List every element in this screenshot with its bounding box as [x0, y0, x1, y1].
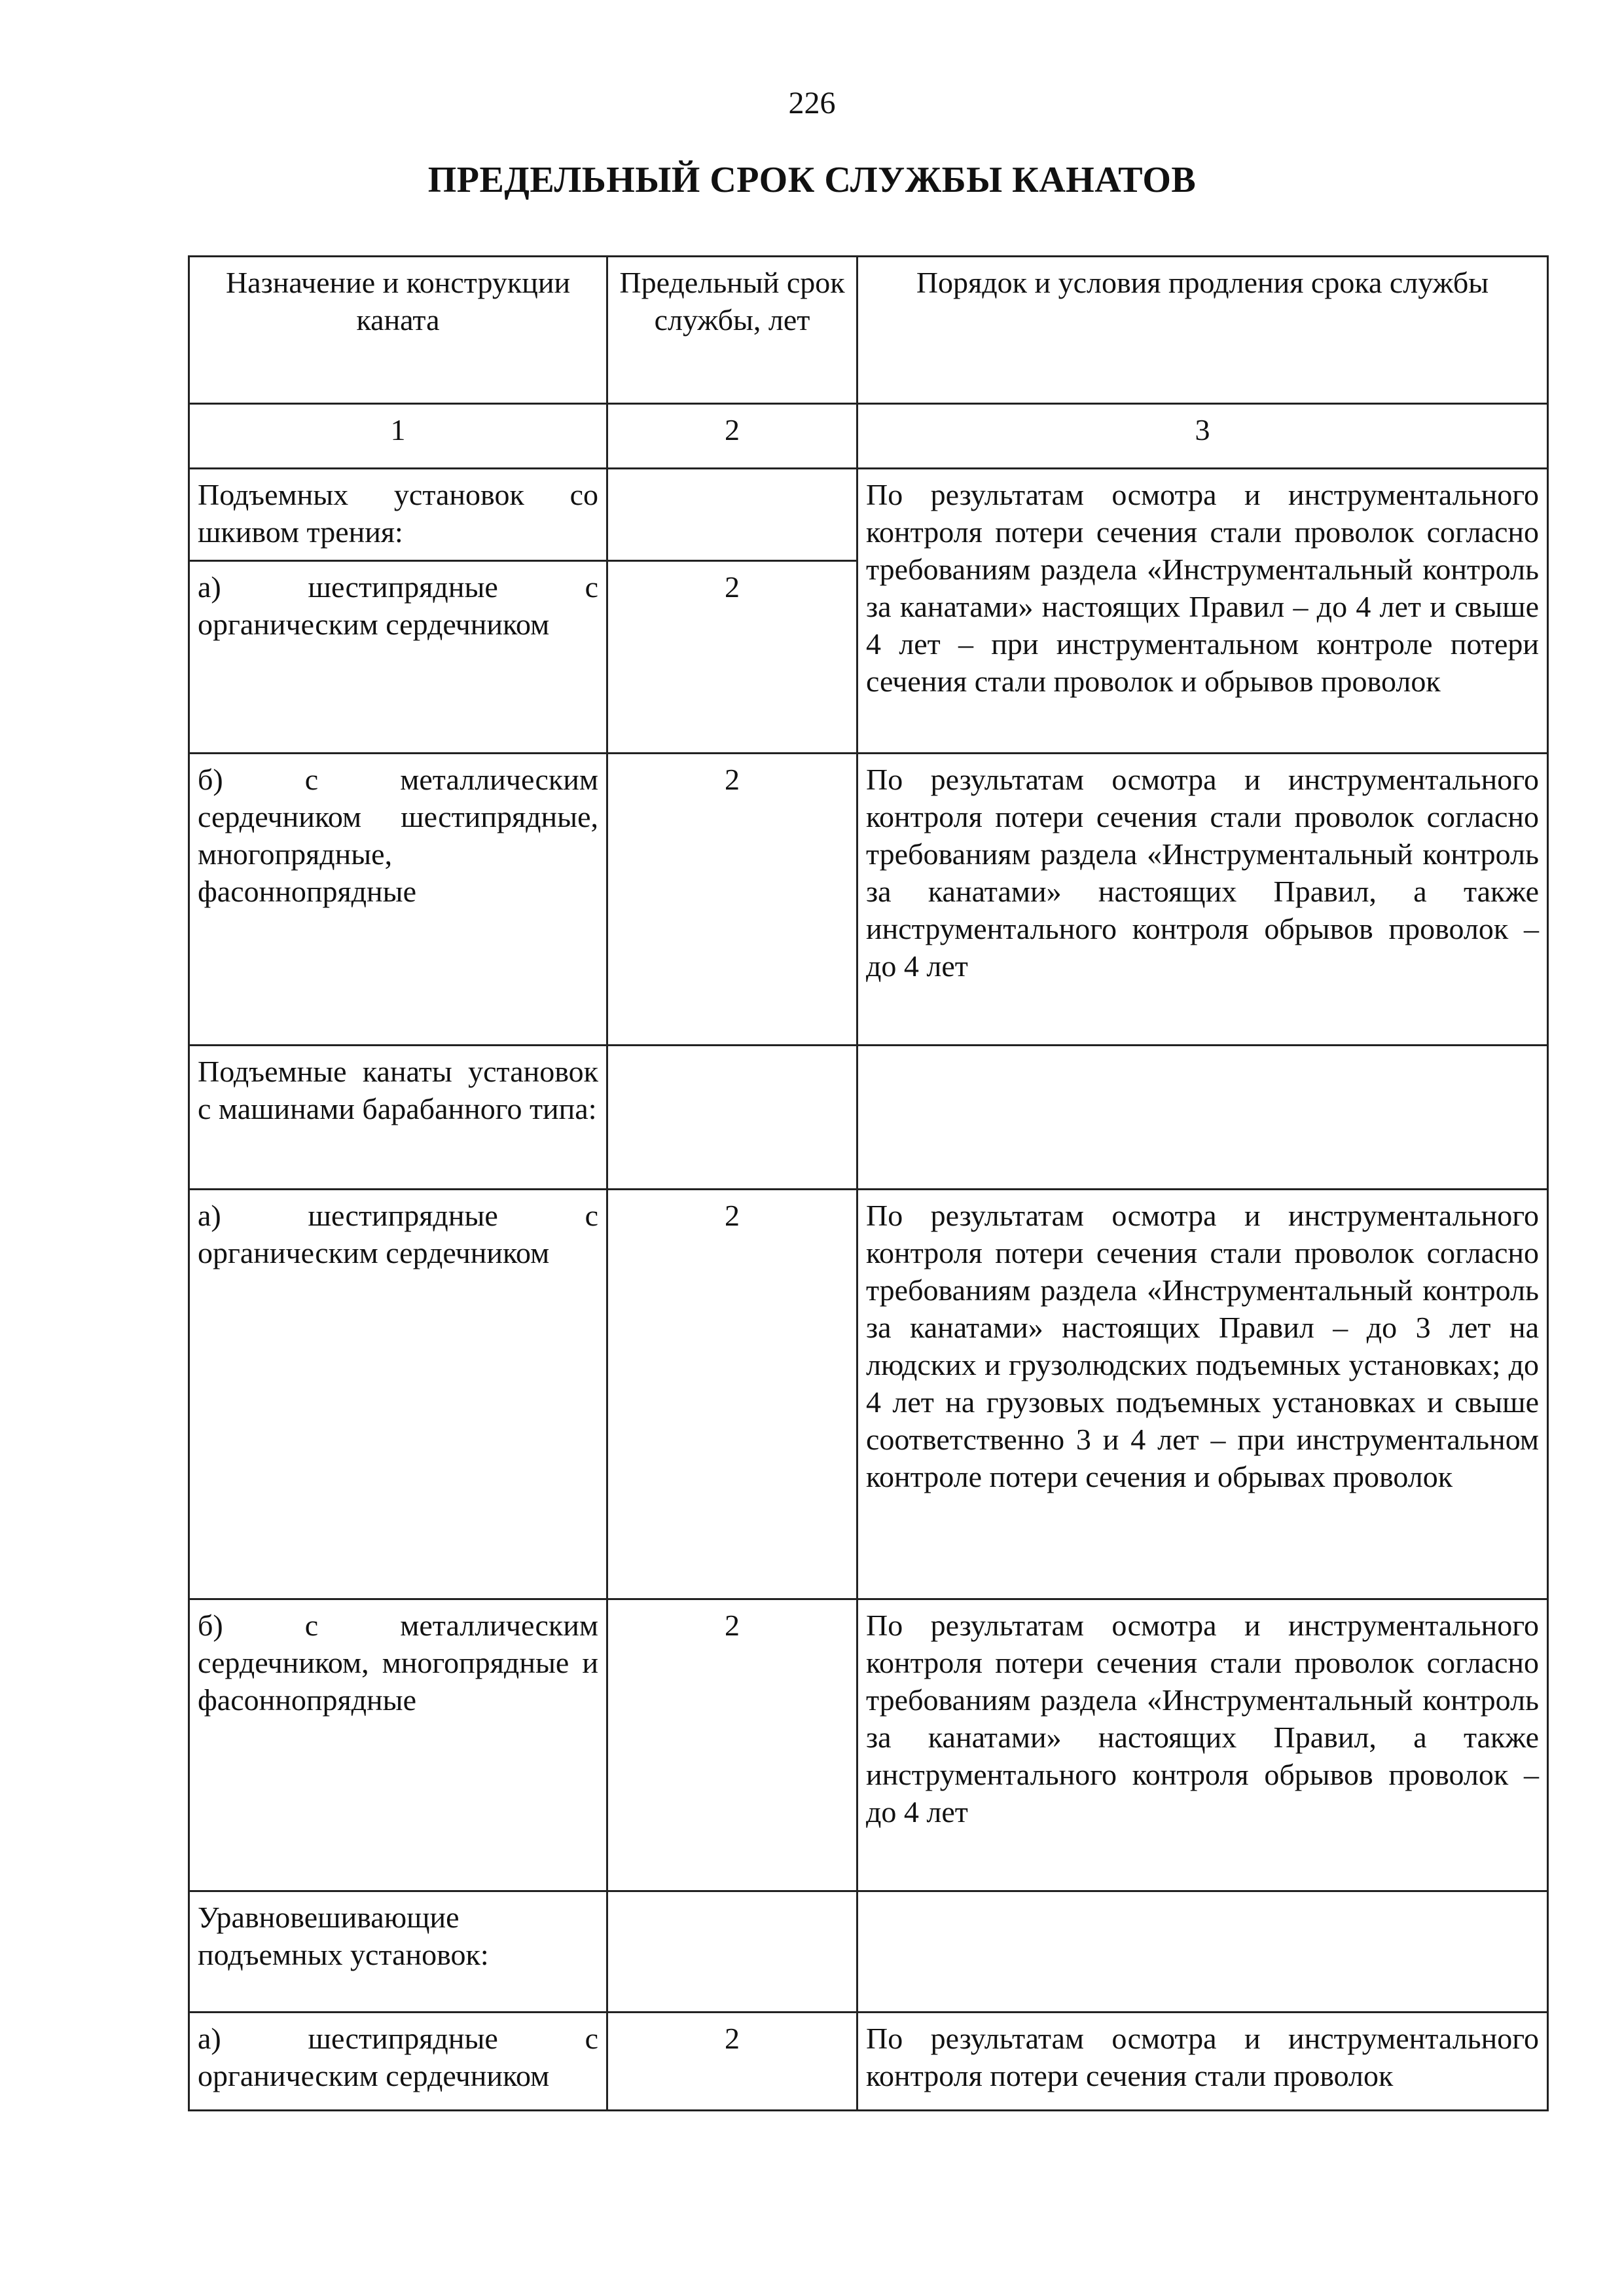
table-header-row — [189, 257, 1548, 404]
header-purpose: Назначение и конструкции каната — [189, 257, 607, 404]
page-title: ПРЕДЕЛЬНЫЙ СРОК СЛУЖБЫ КАНАТОВ — [427, 160, 1197, 200]
service-life-cell — [607, 469, 857, 561]
rope-purpose-cell: б) с металлическим сердечником, многопрядные и фасоннопрядные — [189, 1599, 607, 1891]
service-life-cell: 2 — [607, 1599, 857, 1891]
extension-conditions-cell — [857, 1891, 1548, 2013]
extension-conditions-cell — [857, 1046, 1548, 1190]
rope-purpose-cell: Подъемные канаты установок с машинами барабанного типа: — [189, 1046, 607, 1190]
page-number: 226 — [788, 86, 836, 120]
extension-conditions-cell: По результатам осмотра и инструментального контроля потери сечения стали проволок согласно требованиям раздела «Инструментальный контроль за канатами» настоящих Правил – до 4 лет и свыше 4 лет – при инструментальном контроле потери сечения стали проволок и обрывов проволок — [857, 469, 1548, 754]
rope-purpose-cell: а) шестипрядные с органическим сердечником — [189, 2013, 607, 2111]
service-life-cell: 2 — [607, 1190, 857, 1599]
column-number: 3 — [857, 404, 1548, 469]
extension-conditions-cell: По результатам осмотра и инструментального контроля потери сечения стали проволок согласно требованиям раздела «Инструментальный контроль за канатами» настоящих Правил, а также инструментального контроля обрывов проволок – до 4 лет — [857, 754, 1548, 1046]
extension-conditions-cell: По результатам осмотра и инструментального контроля потери сечения стали проволок согласно требованиям раздела «Инструментальный контроль за канатами» настоящих Правил – до 3 лет на людских и грузолюдских подъемных установках; до 4 лет на грузовых подъемных установках и свыше соответственно 3 и 4 лет – при инструментальном контроле потери сечения и обрывах проволок — [857, 1190, 1548, 1599]
column-number-row — [189, 404, 1548, 469]
table-row — [189, 1046, 1548, 1190]
rope-purpose-cell: а) шестипрядные с органическим сердечником — [189, 1190, 607, 1599]
rope-purpose-cell: Уравновешивающие подъемных установок: — [189, 1891, 607, 2013]
rope-service-life-table — [188, 255, 1549, 2111]
extension-conditions-cell: По результатам осмотра и инструментального контроля потери сечения стали проволок — [857, 2013, 1548, 2111]
column-number: 2 — [607, 404, 857, 469]
rope-purpose-cell: Подъемных установок со шкивом трения: — [189, 469, 607, 561]
service-life-cell: 2 — [607, 561, 857, 754]
service-life-cell: 2 — [607, 2013, 857, 2111]
rope-purpose-cell: б) с металлическим сердечником шестипрядные, многопрядные, фасоннопрядные — [189, 754, 607, 1046]
extension-conditions-cell: По результатам осмотра и инструментального контроля потери сечения стали проволок согласно требованиям раздела «Инструментальный контроль за канатами» настоящих Правил, а также инструментального контроля обрывов проволок – до 4 лет — [857, 1599, 1548, 1891]
table-row — [189, 2013, 1548, 2111]
rope-purpose-cell: а) шестипрядные с органическим сердечником — [189, 561, 607, 754]
header-extension-conditions: Порядок и условия продления срока службы — [857, 257, 1548, 404]
table-row — [189, 1891, 1548, 2013]
table-row — [189, 1599, 1548, 1891]
column-number: 1 — [189, 404, 607, 469]
table-row — [189, 1190, 1548, 1599]
header-service-life: Предельный срок службы, лет — [607, 257, 857, 404]
service-life-cell — [607, 1046, 857, 1190]
service-life-cell — [607, 1891, 857, 2013]
table-row — [189, 469, 1548, 561]
table-row — [189, 754, 1548, 1046]
service-life-cell: 2 — [607, 754, 857, 1046]
